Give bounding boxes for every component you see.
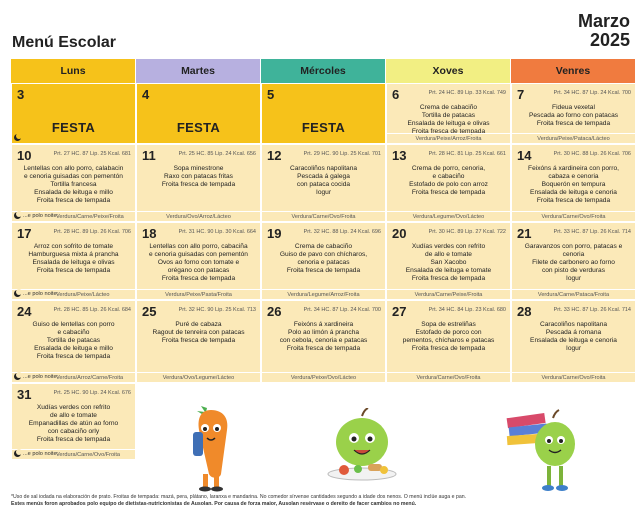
dish-line: Pescada ao forno con patacas xyxy=(528,111,619,119)
dish-line: Froita fresca de tempada xyxy=(161,274,236,282)
nutrition-info: Prt. 30 HC. 89 Lip. 27 Kcal. 722 xyxy=(428,229,506,235)
dish-line: San Xacobo xyxy=(430,258,467,266)
dinner-suggestion: Verdura/Ovo/Arroz/Lácteo xyxy=(137,211,260,221)
dish-line: Caracoliños napolitana xyxy=(539,321,608,328)
menu-dishes xyxy=(262,243,385,275)
dish-line: Froita fresca de tempada xyxy=(411,344,486,352)
dish-line: con pisto de verduras xyxy=(541,266,606,274)
day-number: 19 xyxy=(267,226,282,241)
day-cell xyxy=(511,300,636,383)
dish-line: Crema de cabaciño xyxy=(419,104,478,111)
day-number: 25 xyxy=(142,304,157,319)
dinner-suggestion: Verdura/Peixe/Lácteo xyxy=(12,289,135,299)
nutrition-info: Prt. 32 HC. 88 Lip. 24 Kcal. 696 xyxy=(303,229,381,235)
dish-line: Guiso de pavo con chícharos, xyxy=(279,250,368,258)
dish-line: de allo e tomate xyxy=(425,250,472,258)
festa-label: FESTA xyxy=(51,120,96,135)
dish-line: Guiso de lentellas con porro xyxy=(32,321,115,328)
footnote-line-1: *Uso de sal iodada na elaboración de prato. Froitas de tempada: mazá, pera, plátano, laranxa e mandarina. No comedor sírvense cantidades segundo a idade dos nenos. O menú inclúe auga e pan. xyxy=(11,494,467,500)
dish-line: Ragout de tenreira con patacas xyxy=(152,328,245,336)
day-number: 5 xyxy=(267,87,275,102)
dish-line: Feixóns á xardineira con porro, xyxy=(528,165,619,172)
apple-character-with-food-illustration xyxy=(322,408,404,488)
footnote-line-2: Estes menús foron aprobados polo equipo de dietistas-nutricionistas de Ausolan. Por causa de forza maior, Ausolan resérvase o dereito de facer cambios no menú. xyxy=(11,501,417,507)
year-label: 2025 xyxy=(589,30,630,50)
day-cell xyxy=(261,300,386,383)
dish-line: pementos, chícharos e patacas xyxy=(402,336,495,344)
day-cell xyxy=(511,222,636,300)
dinner-suggestion: Verdura/Carne/Ovo/Froita xyxy=(262,211,385,221)
apple-character-with-books-illustration xyxy=(503,408,579,496)
menu-dishes xyxy=(387,321,510,353)
dish-line: orégano con patacas xyxy=(167,266,230,274)
day-cell xyxy=(136,222,261,300)
dish-line: Sopa minestrone xyxy=(173,165,224,172)
menu-dishes xyxy=(12,404,135,444)
dish-line: Froita fresca de tempada xyxy=(286,266,361,274)
dish-line: con cabaciño orly xyxy=(47,427,100,435)
dish-line: Polo ao limón á prancha xyxy=(287,328,360,336)
day-number: 26 xyxy=(267,304,282,319)
dish-line: Lentellas con allo porro, calabacin xyxy=(23,165,124,172)
dish-line: Ensalada de leituga e millo xyxy=(34,188,113,196)
dish-line: Froita fresca de tempada xyxy=(536,196,611,204)
dish-line: Feixóns á xardineira xyxy=(293,321,354,328)
dish-line: Empanadillas de atún ao forno xyxy=(28,419,119,427)
moon-icon xyxy=(14,290,21,297)
dinner-suggestion: Verdura/Carne/Ovo/Froita xyxy=(512,372,635,382)
nutrition-info: Prt. 28 HC. 89 Lip. 26 Kcal. 706 xyxy=(53,229,131,235)
dish-line: Raxo con patacas fritas xyxy=(164,172,233,180)
night-label: ...e polo noite: xyxy=(23,451,59,457)
month-year xyxy=(578,12,630,50)
dinner-suggestion: Verdura/Carne/Peixe/Froita xyxy=(12,211,135,221)
day-number: 12 xyxy=(267,148,282,163)
dish-line: Xudías verdes con refrito xyxy=(36,404,111,411)
carrot-character-illustration xyxy=(183,404,239,492)
menu-dishes xyxy=(512,165,635,205)
dish-line: con cebola, cenoria e patacas xyxy=(279,336,368,344)
day-header-1: Martes xyxy=(136,59,261,83)
dish-line: e cenoria guisadas con pementón xyxy=(24,172,123,180)
dish-line: Hamburguesa mixta á prancha xyxy=(28,250,119,258)
nutrition-info: Prt. 34 HC. 84 Lip. 23 Kcal. 680 xyxy=(428,307,506,313)
day-cell xyxy=(386,144,511,222)
dish-line: Estofado de polo con arroz xyxy=(409,180,488,188)
dish-line: Froita fresca de tempada xyxy=(36,196,111,204)
day-cell xyxy=(11,300,136,383)
dish-line: Crema de cabaciño xyxy=(294,243,353,250)
dish-line: Garavanzos con porro, patacas e cenoria xyxy=(524,243,623,258)
moon-icon xyxy=(14,373,21,380)
dish-line: Froita fresca de tempada xyxy=(411,127,486,135)
dish-line: Tortilla de patacas xyxy=(421,111,476,119)
dish-line: con pataca cocida xyxy=(296,180,351,188)
day-number: 24 xyxy=(17,304,32,319)
day-cell xyxy=(386,300,511,383)
dish-line: Pescada á romana xyxy=(545,328,602,336)
dish-line: Lentellas con allo porro, cabaciña xyxy=(149,243,248,250)
day-number: 27 xyxy=(392,304,407,319)
day-header-4: Venres xyxy=(511,59,636,83)
day-cell xyxy=(11,383,136,460)
nutrition-info: Prt. 28 HC. 81 Lip. 25 Kcal. 661 xyxy=(428,151,506,157)
menu-dishes xyxy=(262,165,385,197)
day-cell xyxy=(136,300,261,383)
day-cell xyxy=(386,83,511,144)
dish-line: Filete de carbonero ao forno xyxy=(532,258,615,266)
dinner-suggestion: Verdura/Peixe/Ovo/Lácteo xyxy=(262,372,385,382)
day-number: 28 xyxy=(517,304,532,319)
day-cell xyxy=(136,144,261,222)
day-number: 6 xyxy=(392,87,400,102)
dish-line: Caracoliños napolitana xyxy=(289,165,358,172)
dish-line: Froita fresca de tempada xyxy=(161,336,236,344)
dinner-suggestion: Verdura/Carne/Peixe/Froita xyxy=(387,289,510,299)
nutrition-info: Prt. 25 HC. 85 Lip. 24 Kcal. 656 xyxy=(178,151,256,157)
dish-line: Ensalada de leituga e cenoria xyxy=(530,336,617,344)
moon-icon xyxy=(14,450,21,457)
dish-line: de allo e tomate xyxy=(50,411,97,419)
day-header-3: Xoves xyxy=(386,59,511,83)
dish-line: Crema de porro, cenoria, xyxy=(411,165,486,172)
dinner-suggestion: Verdura/Ovo/Legume/Lácteo xyxy=(137,372,260,382)
moon-icon xyxy=(14,212,21,219)
dish-line: Boquerón en tempura xyxy=(541,180,606,188)
month-label: Marzo xyxy=(577,11,630,31)
festa-label: FESTA xyxy=(301,120,346,135)
dish-line: Froita fresca de tempada xyxy=(411,274,486,282)
dish-line: Froita fresca de tempada xyxy=(536,119,611,127)
menu-dishes xyxy=(137,321,260,345)
day-cell xyxy=(261,222,386,300)
day-cell xyxy=(261,144,386,222)
dish-line: Tortilla de patacas xyxy=(46,336,101,344)
nutrition-info: Prt. 27 HC. 87 Lip. 25 Kcal. 681 xyxy=(53,151,131,157)
nutrition-info: Prt. 33 HC. 87 Lip. 26 Kcal. 714 xyxy=(553,307,631,313)
nutrition-info: Prt. 34 HC. 87 Lip. 24 Kcal. 700 xyxy=(303,307,381,313)
day-cell xyxy=(11,83,136,144)
dish-line: cabaza e cenoria xyxy=(548,172,599,180)
dish-line: Froita fresca de tempada xyxy=(36,266,111,274)
day-number: 20 xyxy=(392,226,407,241)
menu-dishes xyxy=(512,104,635,128)
day-number: 7 xyxy=(517,87,525,102)
dish-line: Froita fresca de tempada xyxy=(161,180,236,188)
nutrition-info: Prt. 31 HC. 90 Lip. 30 Kcal. 664 xyxy=(178,229,256,235)
menu-dishes xyxy=(12,243,135,275)
nutrition-info: Prt. 24 HC. 89 Lip. 33 Kcal. 749 xyxy=(428,90,506,96)
dish-line: Xudías verdes con refrito xyxy=(411,243,486,250)
dish-line: Estofado de porco con xyxy=(415,328,482,336)
nutrition-info: Prt. 28 HC. 85 Lip. 26 Kcal. 684 xyxy=(53,307,131,313)
night-label: ...e polo noite: xyxy=(23,291,59,297)
dish-line: Froita fresca de tempada xyxy=(36,352,111,360)
menu-dishes xyxy=(137,165,260,189)
dish-line: Ovos ao forno con tomate e xyxy=(157,258,240,266)
day-cell xyxy=(386,222,511,300)
menu-dishes xyxy=(387,104,510,136)
day-number: 13 xyxy=(392,148,407,163)
day-cell xyxy=(511,83,636,144)
dish-line: Fideua vexetal xyxy=(552,104,595,111)
menu-dishes xyxy=(12,165,135,205)
menu-dishes xyxy=(12,321,135,361)
day-cell xyxy=(511,144,636,222)
night-label: ...e polo noite: xyxy=(23,374,59,380)
moon-icon xyxy=(14,134,21,141)
day-number: 11 xyxy=(142,148,156,163)
dish-line: Tortilla francesa xyxy=(50,180,97,188)
day-number: 4 xyxy=(142,87,150,102)
dish-line: Ensalada de leituga e olivas xyxy=(32,258,115,266)
day-cell xyxy=(11,222,136,300)
dinner-suggestion: Verdura/Carne/Ovo/Froita xyxy=(512,211,635,221)
dish-line: e cabaciño xyxy=(57,328,90,336)
nutrition-info: Prt. 32 HC. 90 Lip. 25 Kcal. 713 xyxy=(178,307,256,313)
dish-line: Froita fresca de tempada xyxy=(411,188,486,196)
dish-line: Sopa de estreliñas xyxy=(421,321,476,328)
dinner-suggestion: Verdura/Carne/Pataca/Froita xyxy=(512,289,635,299)
dish-line: Ensalada de leituga e tomate xyxy=(405,266,492,274)
menu-title: Menú Escolar xyxy=(12,34,117,51)
dish-line: Iogur xyxy=(315,188,332,196)
day-cell xyxy=(11,144,136,222)
day-header-0: Luns xyxy=(11,59,136,83)
menu-dishes xyxy=(512,243,635,283)
menu-dishes xyxy=(137,243,260,283)
nutrition-info: Prt. 34 HC. 87 Lip. 24 Kcal. 700 xyxy=(553,90,631,96)
dish-line: Ensalada de leituga e cenoria xyxy=(530,188,617,196)
dinner-suggestion: Verdura/Carne/Ovo/Froita xyxy=(387,372,510,382)
nutrition-info: Prt. 25 HC. 90 Lip. 24 Kcal. 676 xyxy=(53,390,131,396)
dish-line: Froita fresca de tempada xyxy=(36,435,111,443)
menu-dishes xyxy=(387,165,510,197)
dinner-suggestion: Verdura/Arroz/Carne/Froita xyxy=(12,372,135,382)
dish-line: Iogur xyxy=(565,344,582,352)
dinner-suggestion: Verdura/Peixe/Arroz/Froita xyxy=(387,133,510,143)
day-number: 3 xyxy=(17,87,25,102)
dish-line: Froita fresca de tempada xyxy=(286,344,361,352)
festa-label: FESTA xyxy=(176,120,221,135)
dinner-suggestion: Verdura/Legume/Ovo/Lácteo xyxy=(387,211,510,221)
dinner-suggestion: Verdura/Peixe/Pasta/Froita xyxy=(137,289,260,299)
day-number: 17 xyxy=(17,226,32,241)
day-cell xyxy=(261,83,386,144)
day-cell xyxy=(136,83,261,144)
dish-line: e cabaciño xyxy=(432,172,465,180)
menu-dishes xyxy=(512,321,635,353)
dish-line: Ensalada de leituga e olivas xyxy=(407,119,490,127)
nutrition-info: Prt. 29 HC. 90 Lip. 25 Kcal. 701 xyxy=(303,151,381,157)
dish-line: e cenoria guisadas con pementón xyxy=(149,250,248,258)
dish-line: Ensalada de leituga e millo xyxy=(34,344,113,352)
menu-dishes xyxy=(387,243,510,283)
dish-line: Iogur xyxy=(565,274,582,282)
nutrition-info: Prt. 30 HC. 88 Lip. 26 Kcal. 706 xyxy=(553,151,631,157)
dish-line: Arroz con sofrito de tomate xyxy=(33,243,114,250)
dish-line: Pescada á galega xyxy=(297,172,350,180)
footnote xyxy=(11,494,631,508)
day-header-2: Mércoles xyxy=(261,59,386,83)
dinner-suggestion: Verdura/Legume/Arroz/Froita xyxy=(262,289,385,299)
nutrition-info: Prt. 33 HC. 87 Lip. 26 Kcal. 714 xyxy=(553,229,631,235)
day-number: 31 xyxy=(17,387,32,402)
dinner-suggestion: Verdura/Peixe/Pataca/Lácteo xyxy=(512,133,635,143)
day-number: 18 xyxy=(142,226,157,241)
day-number: 14 xyxy=(517,148,532,163)
dish-line: cenoria e patacas xyxy=(297,258,350,266)
dinner-suggestion: Verdura/Carne/Ovo/Froita xyxy=(12,449,135,459)
night-label: ...e polo noite: xyxy=(23,213,59,219)
day-number: 21 xyxy=(517,226,532,241)
menu-dishes xyxy=(262,321,385,353)
dish-line: Puré de cabaza xyxy=(175,321,222,328)
day-number: 10 xyxy=(17,148,32,163)
